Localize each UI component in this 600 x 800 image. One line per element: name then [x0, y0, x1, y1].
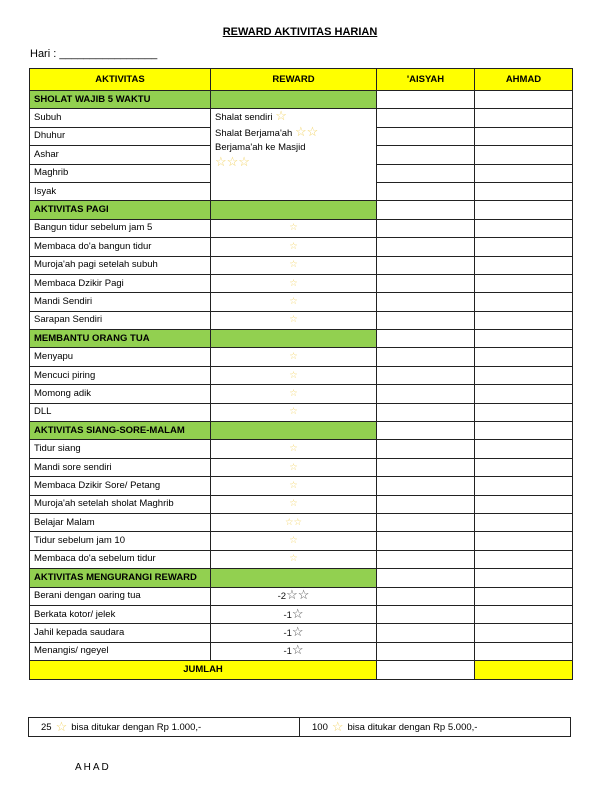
hari-field[interactable]: Hari : ________________ [30, 48, 158, 60]
header-aktivitas: AKTIVITAS [30, 69, 211, 91]
footer-day: AHAD [75, 762, 111, 773]
activity-label: Membaca do'a sebelum tidur [30, 550, 211, 568]
score-cell[interactable] [475, 587, 573, 605]
score-cell[interactable] [475, 624, 573, 642]
activity-label: Subuh [30, 109, 211, 127]
penalty-value: -1☆ [211, 642, 377, 660]
star-icon: ☆ [55, 719, 68, 734]
star-icon: ☆ [211, 532, 377, 550]
activity-label: Membaca Dzikir Pagi [30, 274, 211, 292]
score-cell[interactable] [377, 403, 475, 421]
score-cell[interactable] [475, 477, 573, 495]
activity-label: Mandi sore sendiri [30, 458, 211, 476]
activity-label: Membaca do'a bangun tidur [30, 238, 211, 256]
score-cell[interactable] [475, 219, 573, 237]
activity-label: Momong adik [30, 385, 211, 403]
section-title: SHOLAT WAJIB 5 WAKTU [30, 91, 211, 109]
star-icon: ☆ [331, 719, 344, 734]
activity-label: Dhuhur [30, 127, 211, 145]
score-cell[interactable] [377, 385, 475, 403]
activity-label: Membaca Dzikir Sore/ Petang [30, 477, 211, 495]
score-cell[interactable] [377, 495, 475, 513]
score-cell[interactable] [475, 238, 573, 256]
score-cell[interactable] [475, 642, 573, 660]
star-icon: ☆ [211, 458, 377, 476]
penalty-value: -1☆ [211, 624, 377, 642]
score-cell[interactable] [377, 605, 475, 623]
score-cell[interactable] [377, 238, 475, 256]
score-cell[interactable] [475, 366, 573, 384]
header-reward: REWARD [211, 69, 377, 91]
score-cell[interactable] [377, 219, 475, 237]
score-cell[interactable] [475, 256, 573, 274]
score-cell[interactable] [377, 477, 475, 495]
score-cell[interactable] [377, 587, 475, 605]
score-cell[interactable] [377, 127, 475, 145]
score-cell[interactable] [377, 293, 475, 311]
score-cell[interactable] [475, 293, 573, 311]
score-cell[interactable] [377, 513, 475, 531]
score-cell[interactable] [377, 164, 475, 182]
score-cell[interactable] [377, 624, 475, 642]
section-title: MEMBANTU ORANG TUA [30, 330, 211, 348]
score-cell[interactable] [377, 440, 475, 458]
header-aisyah: 'AISYAH [377, 69, 475, 91]
score-cell[interactable] [475, 127, 573, 145]
score-cell[interactable] [475, 109, 573, 127]
star-icon: ☆ [211, 477, 377, 495]
activity-label: Belajar Malam [30, 513, 211, 531]
star-icon: ☆ [211, 385, 377, 403]
activity-label: Maghrib [30, 164, 211, 182]
activity-label: Tidur sebelum jam 10 [30, 532, 211, 550]
activity-label: Sarapan Sendiri [30, 311, 211, 329]
score-cell[interactable] [377, 550, 475, 568]
score-cell[interactable] [475, 403, 573, 421]
score-cell[interactable] [475, 440, 573, 458]
star-icon: ☆ [211, 366, 377, 384]
score-cell[interactable] [475, 513, 573, 531]
score-cell[interactable] [377, 642, 475, 660]
reward-table [29, 68, 573, 680]
jumlah-label: JUMLAH [30, 661, 377, 679]
star-icon: ☆ [211, 219, 377, 237]
star-icon: ☆☆☆ [215, 154, 250, 170]
score-cell[interactable] [475, 164, 573, 182]
score-cell[interactable] [377, 274, 475, 292]
score-cell[interactable] [475, 274, 573, 292]
score-cell[interactable] [377, 109, 475, 127]
activity-label: Berkata kotor/ jelek [30, 605, 211, 623]
score-cell[interactable] [377, 532, 475, 550]
conversion-right: 100 ☆ bisa ditukar dengan Rp 5.000,- [312, 719, 478, 734]
star-icon: ☆ [211, 403, 377, 421]
score-cell[interactable] [377, 256, 475, 274]
star-icon: ☆☆ [286, 587, 310, 603]
score-cell[interactable] [475, 348, 573, 366]
star-icon: ☆ [211, 293, 377, 311]
score-cell[interactable] [475, 146, 573, 164]
activity-label: Berani dengan oaring tua [30, 587, 211, 605]
score-cell[interactable] [377, 146, 475, 164]
score-cell[interactable] [377, 458, 475, 476]
section-title: AKTIVITAS SIANG-SORE-MALAM [30, 422, 211, 440]
activity-label: Tidur siang [30, 440, 211, 458]
star-icon: ☆ [291, 642, 304, 658]
page-title: REWARD AKTIVITAS HARIAN [222, 26, 378, 38]
score-cell[interactable] [475, 311, 573, 329]
section-title: AKTIVITAS MENGURANGI REWARD [30, 569, 211, 587]
star-icon: ☆☆ [211, 513, 377, 531]
score-cell[interactable] [475, 458, 573, 476]
star-icon: ☆ [275, 108, 287, 124]
score-cell[interactable] [475, 605, 573, 623]
activity-label: Bangun tidur sebelum jam 5 [30, 219, 211, 237]
star-icon: ☆ [211, 495, 377, 513]
activity-label: DLL [30, 403, 211, 421]
star-icon: ☆ [291, 624, 304, 640]
activity-label: Menangis/ ngeyel [30, 642, 211, 660]
activity-label: Isyak [30, 182, 211, 200]
penalty-value: -1☆ [211, 605, 377, 623]
section-title: AKTIVITAS PAGI [30, 201, 211, 219]
conversion-box [28, 717, 571, 737]
star-icon: ☆ [211, 274, 377, 292]
score-cell[interactable] [377, 311, 475, 329]
star-icon: ☆ [211, 440, 377, 458]
score-cell[interactable] [475, 182, 573, 200]
star-icon: ☆ [211, 348, 377, 366]
activity-label: Mencuci piring [30, 366, 211, 384]
score-cell[interactable] [475, 532, 573, 550]
activity-label: Mandi Sendiri [30, 293, 211, 311]
star-icon: ☆ [211, 311, 377, 329]
penalty-value: -2☆☆ [211, 587, 377, 605]
score-cell[interactable] [475, 495, 573, 513]
score-cell[interactable] [475, 385, 573, 403]
sholat-reward-legend: Shalat sendiri ☆ Shalat Berjama'ah ☆☆ Berjama'ah ke Masjid ☆☆☆ [211, 109, 377, 201]
header-ahmad: AHMAD [475, 69, 573, 91]
activity-label: Jahil kepada saudara [30, 624, 211, 642]
star-icon: ☆ [211, 550, 377, 568]
star-icon: ☆ [291, 605, 304, 621]
total-cell[interactable] [377, 661, 475, 679]
star-icon: ☆☆ [294, 124, 319, 140]
activity-label: Muroja'ah setelah sholat Maghrib [30, 495, 211, 513]
activity-label: Menyapu [30, 348, 211, 366]
score-cell[interactable] [377, 366, 475, 384]
conversion-left: 25 ☆ bisa ditukar dengan Rp 1.000,- [29, 718, 300, 736]
score-cell[interactable] [475, 550, 573, 568]
total-cell[interactable] [475, 661, 573, 679]
activity-label: Muroja'ah pagi setelah subuh [30, 256, 211, 274]
score-cell[interactable] [377, 182, 475, 200]
activity-label: Ashar [30, 146, 211, 164]
star-icon: ☆ [211, 238, 377, 256]
score-cell[interactable] [377, 348, 475, 366]
star-icon: ☆ [211, 256, 377, 274]
